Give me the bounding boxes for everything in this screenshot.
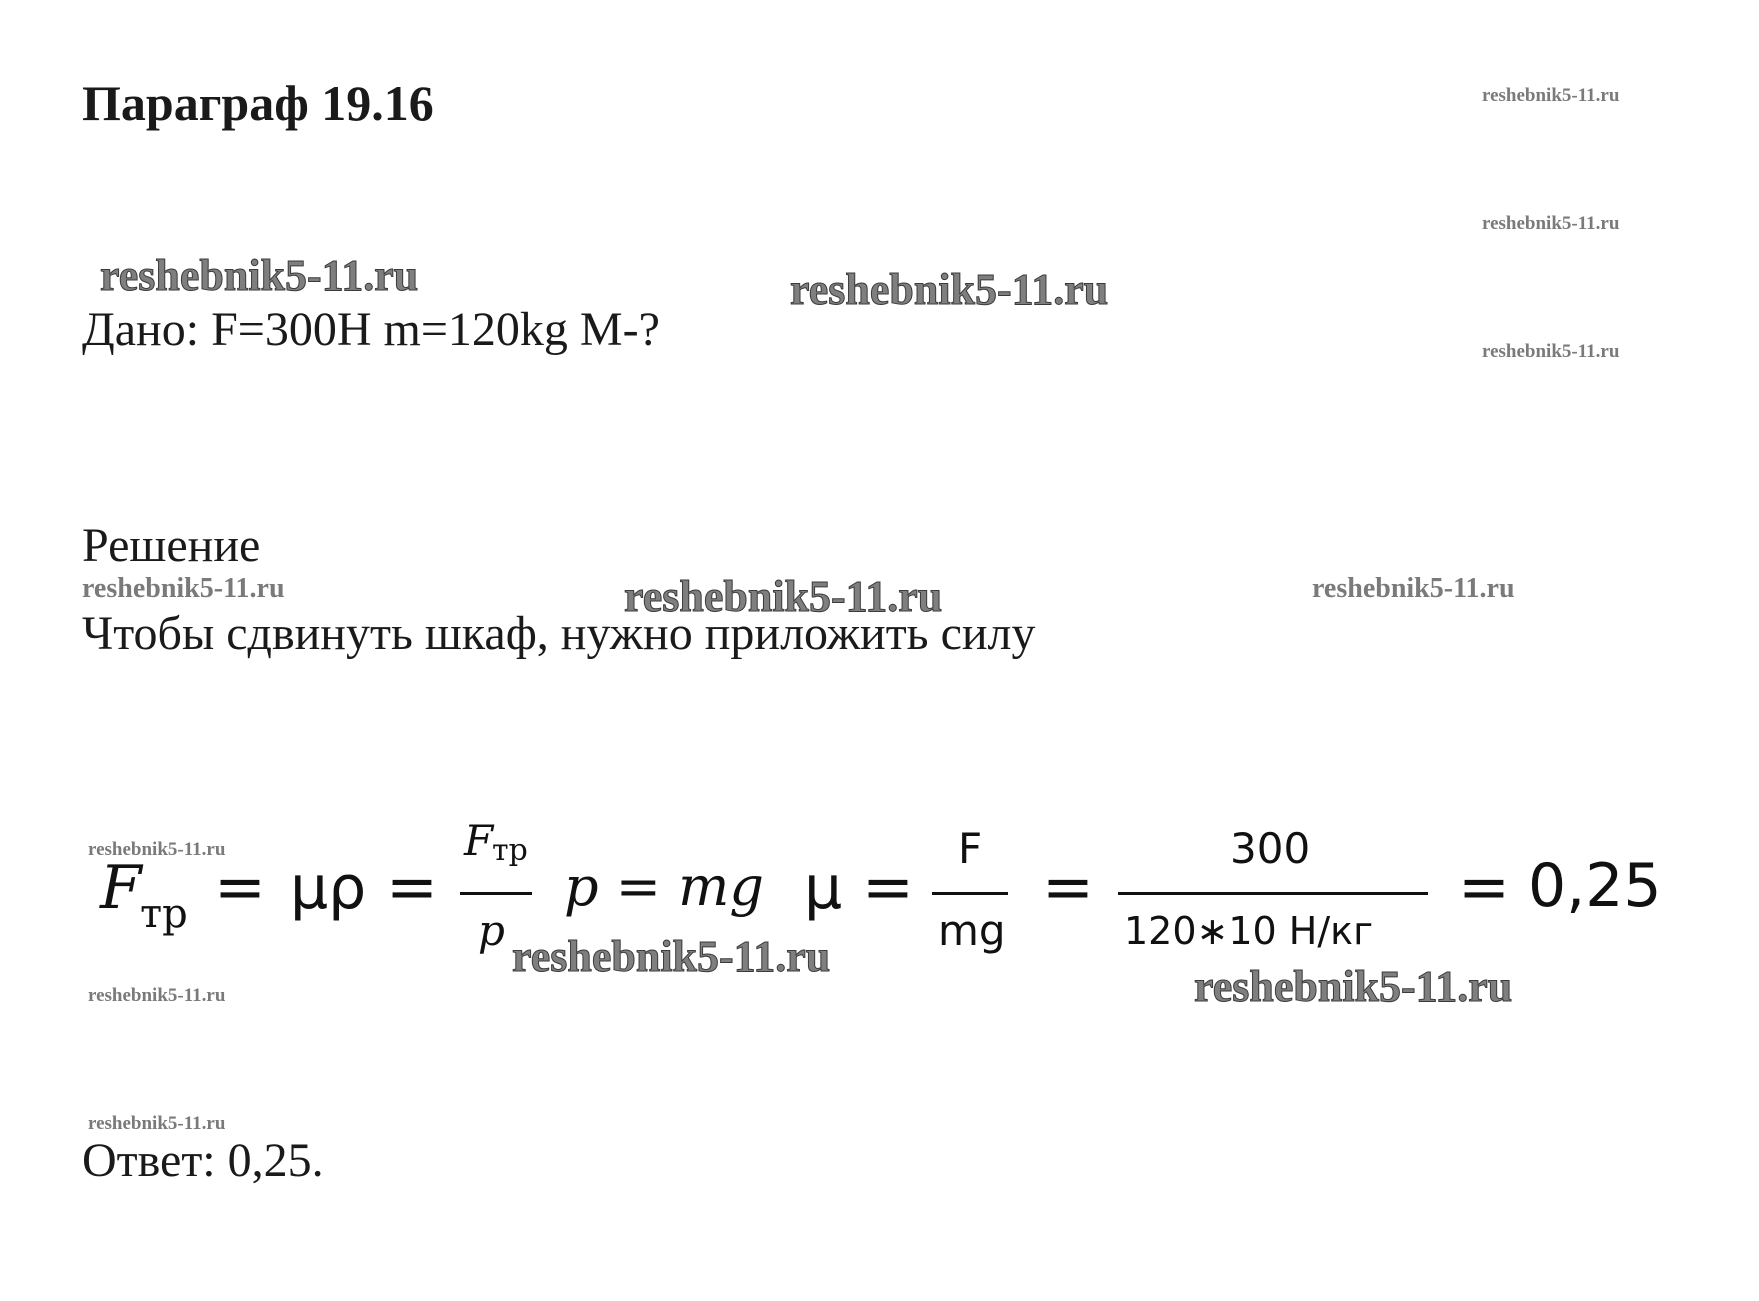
formula-equals: = <box>1458 850 1510 923</box>
watermark: reshebnik5-11.ru <box>88 985 226 1006</box>
fraction3-numerator: 300 <box>1230 824 1311 873</box>
fraction2-numerator: F <box>958 824 983 873</box>
watermark: reshebnik5-11.ru <box>1194 962 1513 1011</box>
watermark: reshebnik5-11.ru <box>512 932 831 981</box>
formula-f-sub: тр <box>140 891 188 937</box>
watermark: reshebnik5-11.ru <box>100 251 419 300</box>
formula-mu-rho: μρ <box>290 853 367 923</box>
formula-equals: = <box>862 850 914 923</box>
fraction1-denominator: p <box>478 906 505 955</box>
solution-text: Чтобы сдвинуть шкаф, нужно приложить силу <box>82 607 1036 660</box>
fraction3-denominator: 120∗10 Н/кг <box>1124 909 1374 953</box>
watermark: reshebnik5-11.ru <box>624 572 943 621</box>
formula-mu: μ <box>804 853 843 923</box>
fraction1-numerator-letter: F <box>464 816 494 865</box>
fraction1-numerator-sub: тр <box>492 833 528 868</box>
watermark: reshebnik5-11.ru <box>1482 213 1620 234</box>
formula-p-equals-mg: p = mg <box>564 855 764 918</box>
formula-equals: = <box>1042 850 1094 923</box>
given-line: Дано: F=300Н m=120kg M-? <box>82 303 660 356</box>
watermark: reshebnik5-11.ru <box>1482 85 1620 106</box>
watermark: reshebnik5-11.ru <box>82 573 285 604</box>
fraction3-bar <box>1118 892 1428 895</box>
friction-formula <box>94 816 1674 970</box>
watermark: reshebnik5-11.ru <box>1312 573 1515 604</box>
answer-line: Ответ: 0,25. <box>82 1134 324 1187</box>
page-title: Параграф 19.16 <box>82 75 434 131</box>
watermark: reshebnik5-11.ru <box>1482 341 1620 362</box>
formula-f-letter: F <box>100 853 142 923</box>
fraction2-bar <box>932 892 1008 895</box>
formula-result: 0,25 <box>1528 851 1662 921</box>
fraction2-denominator: mg <box>938 906 1006 955</box>
fraction1-bar <box>460 892 532 895</box>
solution-heading: Решение <box>82 519 261 572</box>
watermark: reshebnik5-11.ru <box>88 839 226 860</box>
formula-equals: = <box>386 850 438 923</box>
formula-equals: = <box>214 850 266 923</box>
watermark: reshebnik5-11.ru <box>88 1113 226 1134</box>
watermark: reshebnik5-11.ru <box>790 265 1109 314</box>
